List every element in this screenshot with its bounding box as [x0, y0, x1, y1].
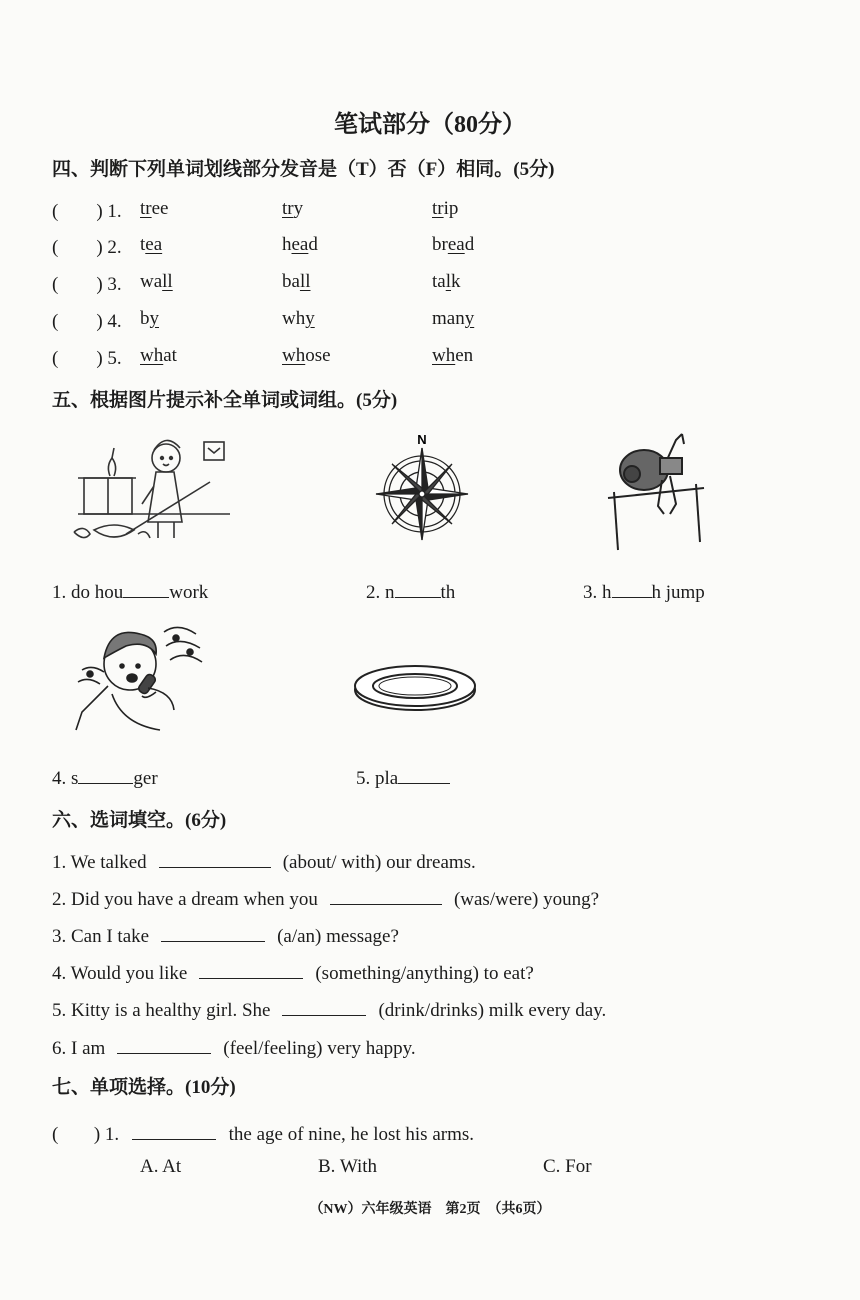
- fill-blank-sentence: [52, 922, 399, 948]
- word-part: ba: [282, 271, 300, 292]
- underlined-letters: y: [464, 308, 475, 329]
- answer-blank[interactable]: [199, 959, 303, 979]
- answer-space[interactable]: [58, 308, 96, 327]
- underlined-letters: y: [149, 308, 159, 329]
- answer-blank[interactable]: [330, 885, 442, 905]
- question-number: ) 4.: [96, 311, 122, 332]
- item-suffix: h jump: [651, 582, 705, 603]
- question-number-row: [52, 345, 122, 370]
- word-part: en: [455, 345, 474, 366]
- word-part: t: [140, 234, 146, 255]
- answer-space[interactable]: [58, 271, 96, 290]
- word-part: ip: [443, 198, 459, 219]
- answer-blank[interactable]: [132, 1120, 216, 1140]
- letter-blank[interactable]: [398, 764, 450, 784]
- letter-blank[interactable]: [612, 578, 652, 598]
- compass-n-label: N: [417, 432, 427, 447]
- sentence-start: 5. Kitty is a healthy girl. She: [52, 1000, 271, 1021]
- question-number: ) 3.: [96, 274, 122, 295]
- word-part: wa: [140, 271, 163, 292]
- word-part: at: [163, 345, 177, 366]
- fill-blank-sentence: [52, 996, 606, 1022]
- fill-word-item: [356, 764, 450, 790]
- word-3: [432, 271, 461, 293]
- item-suffix: ger: [133, 768, 158, 789]
- underlined-letters: l: [445, 271, 451, 292]
- word-part: br: [432, 234, 448, 255]
- question-number: ) 1.: [96, 201, 122, 222]
- question-number: ) 2.: [96, 237, 122, 258]
- question-number-row: [52, 198, 122, 223]
- word-2: [282, 308, 315, 330]
- question-text: the age of nine, he lost his arms.: [228, 1124, 475, 1145]
- underlined-letters: wh: [432, 345, 456, 366]
- page-footer: （NW）六年级英语 第2页 （共6页）: [309, 1202, 551, 1217]
- word-part: h: [282, 234, 292, 255]
- answer-blank[interactable]: [159, 848, 271, 868]
- underlined-letters: wh: [140, 345, 164, 366]
- word-1: [140, 308, 159, 330]
- page-title: 笔试部分（80分）: [334, 112, 526, 138]
- answer-bracket-open: (: [52, 1124, 59, 1145]
- sentence-end: (a/an) message?: [277, 926, 399, 947]
- word-2: [282, 271, 311, 293]
- answer-blank[interactable]: [117, 1034, 211, 1054]
- sentence-start: 6. I am: [52, 1038, 106, 1059]
- fill-word-item: [583, 578, 705, 604]
- word-part: b: [140, 308, 150, 329]
- underlined-letters: wh: [282, 345, 306, 366]
- word-3: [432, 308, 474, 330]
- word-part: ee: [151, 198, 169, 219]
- item-prefix: 5. pla: [356, 768, 399, 789]
- letter-blank[interactable]: [395, 578, 441, 598]
- option-c[interactable]: C. For: [543, 1156, 592, 1177]
- underlined-letters: ea: [145, 234, 163, 255]
- fill-word-item: [366, 578, 455, 604]
- underlined-letters: ll: [299, 271, 311, 292]
- option-a[interactable]: A. At: [140, 1156, 182, 1177]
- word-2: [282, 198, 303, 220]
- fill-blank-sentence: [52, 848, 476, 874]
- word-3: [432, 345, 473, 367]
- word-part: man: [432, 308, 465, 329]
- girl-mopping-floor-picture: [70, 430, 235, 550]
- question-row: [52, 1120, 474, 1146]
- item-prefix: 2. n: [366, 582, 395, 603]
- sentence-end: (drink/drinks) milk every day.: [378, 1000, 607, 1021]
- section7-heading: 七、单项选择。(10分): [52, 1077, 236, 1098]
- sentence-start: 3. Can I take: [52, 926, 150, 947]
- item-prefix: 1. do hou: [52, 582, 124, 603]
- answer-space[interactable]: [63, 1121, 89, 1140]
- sentence-end: (about/ with) our dreams.: [282, 852, 476, 873]
- word-part: k: [451, 271, 461, 292]
- fill-blank-sentence: [52, 1034, 416, 1060]
- sentence-end: (feel/feeling) very happy.: [223, 1038, 416, 1059]
- answer-space[interactable]: [58, 198, 96, 217]
- boy-singing-picture: [68, 616, 213, 736]
- fill-word-item: [52, 764, 158, 790]
- word-2: [282, 234, 318, 256]
- letter-blank[interactable]: [78, 764, 133, 784]
- underlined-letters: ll: [162, 271, 173, 292]
- question-number: ) 5.: [96, 348, 122, 369]
- fill-blank-sentence: [52, 959, 534, 985]
- word-1: [140, 345, 177, 367]
- underlined-letters: tr: [140, 198, 152, 219]
- answer-blank[interactable]: [161, 922, 265, 942]
- section5-heading: 五、根据图片提示补全单词或词组。(5分): [52, 390, 398, 411]
- word-part: d: [308, 234, 318, 255]
- answer-space[interactable]: [58, 234, 96, 253]
- fill-blank-sentence: [52, 885, 599, 911]
- answer-bracket-open: (: [52, 348, 59, 369]
- item-prefix: 4. s: [52, 768, 79, 789]
- word-3: [432, 234, 474, 256]
- word-part: ta: [432, 271, 446, 292]
- word-2: [282, 345, 331, 367]
- answer-bracket-open: (: [52, 274, 59, 295]
- item-suffix: work: [169, 582, 209, 603]
- sentence-end: (something/anything) to eat?: [315, 963, 534, 984]
- underlined-letters: y: [305, 308, 315, 329]
- word-part: d: [464, 234, 475, 255]
- answer-bracket-open: (: [52, 311, 59, 332]
- word-1: [140, 271, 173, 293]
- underlined-letters: tr: [282, 198, 294, 219]
- question-number-row: [52, 271, 122, 296]
- sentence-end: (was/were) young?: [453, 889, 600, 910]
- sentence-start: 4. Would you like: [52, 963, 188, 984]
- answer-bracket-open: (: [52, 201, 59, 222]
- compass-rose-picture: [372, 432, 472, 542]
- answer-blank[interactable]: [282, 996, 366, 1016]
- question-number-row: [52, 308, 122, 333]
- question-number-row: [52, 234, 122, 259]
- sentence-start: 2. Did you have a dream when you: [52, 889, 318, 910]
- word-1: [140, 198, 168, 220]
- underlined-letters: tr: [432, 198, 444, 219]
- word-part: wh: [282, 308, 306, 329]
- word-part: y: [293, 198, 304, 219]
- section4-heading: 四、判断下列单词划线部分发音是（T）否（F）相同。(5分): [52, 159, 555, 180]
- sentence-start: 1. We talked: [52, 852, 147, 873]
- item-prefix: 3. h: [583, 582, 612, 603]
- letter-blank[interactable]: [123, 578, 169, 598]
- question-number: ) 1.: [93, 1124, 120, 1145]
- underlined-letters: ea: [291, 234, 309, 255]
- fill-word-item: [52, 578, 208, 604]
- answer-space[interactable]: [58, 345, 96, 364]
- underlined-letters: ea: [447, 234, 465, 255]
- word-1: [140, 234, 162, 256]
- word-3: [432, 198, 458, 220]
- item-suffix: th: [440, 582, 456, 603]
- plate-picture: [350, 656, 480, 716]
- section6-heading: 六、选词填空。(6分): [52, 810, 227, 831]
- word-part: ose: [305, 345, 331, 366]
- high-jump-athlete-picture: [600, 432, 710, 552]
- answer-bracket-open: (: [52, 237, 59, 258]
- option-b[interactable]: B. With: [318, 1156, 378, 1177]
